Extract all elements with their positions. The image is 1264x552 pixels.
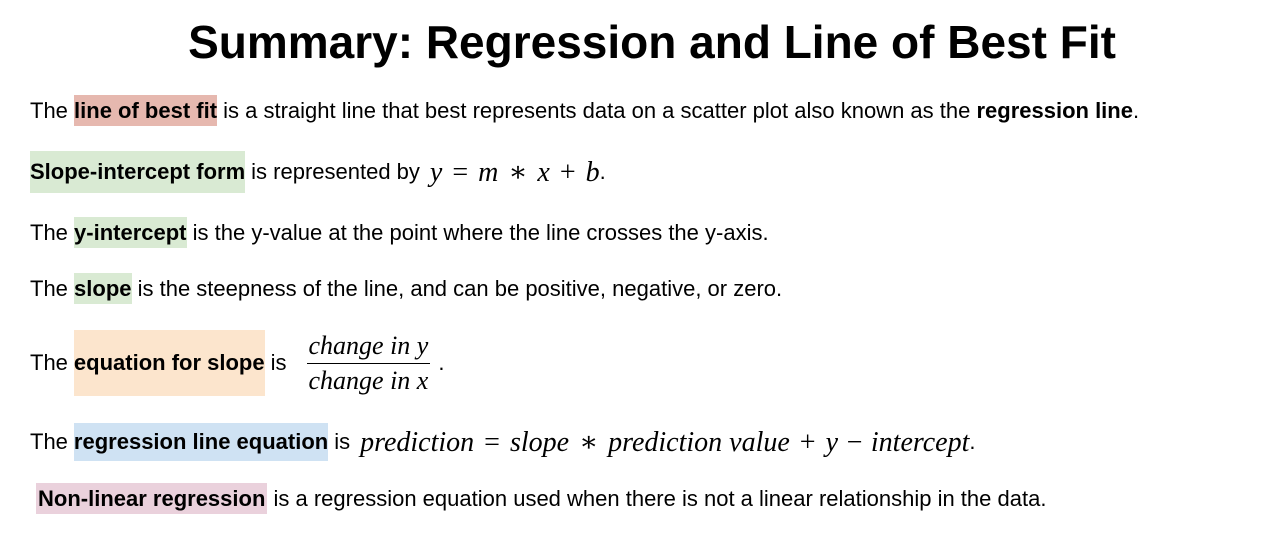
text: The [30,429,68,454]
fraction-denominator: change in x [308,365,429,395]
period: . [438,350,445,375]
y-intercept-definition [30,220,769,246]
non-linear-regression-definition [36,486,1046,512]
text: . [1132,98,1140,123]
highlight-line-of-best-fit: line of best fit [74,95,217,126]
eq-b: b [585,157,600,188]
eq-plus: + [799,427,816,458]
text: is the y-value at the point where the line crosses the y-axis. [186,220,769,245]
eq-multiply: ∗ [579,427,599,458]
text: The [30,98,75,123]
period: . [969,429,976,454]
eq-prediction: prediction [360,427,475,458]
text: is [270,350,287,375]
regression-equation-definition [30,422,976,462]
slope-fraction [307,331,431,396]
text: is a straight line that best represents data on a scatter plot also known as the [217,98,977,123]
highlight-equation-for-slope: equation for slope [74,330,265,396]
eq-m: m [478,157,499,188]
eq-y: y [429,157,443,188]
bold-regression-line: regression line [976,98,1133,123]
text: is represented by [251,159,420,184]
highlight-regression-line-equation: regression line equation [74,423,328,461]
eq-equals: = [452,157,469,188]
eq-slope: slope [509,427,570,458]
highlight-slope: slope [74,273,131,304]
line-of-best-fit-definition [30,98,1139,124]
period: . [599,159,606,184]
highlight-non-linear-regression: Non-linear regression [36,483,267,514]
text: is a regression equation used when there is not a linear relationship in the data. [267,486,1047,511]
eq-plus: + [559,157,576,188]
eq-x: x [537,157,550,188]
text: The [30,350,68,375]
highlight-slope-intercept-form: Slope-intercept form [30,151,245,193]
eq-multiply: ∗ [508,157,528,188]
regression-equation [360,425,969,459]
eq-y-intercept: y − intercept [825,427,970,458]
text: The [30,276,75,301]
page-title: Summary: Regression and Line of Best Fit [188,16,1116,68]
eq-prediction-value: prediction value [608,427,790,458]
highlight-y-intercept: y-intercept [74,217,186,248]
text: is the steepness of the line, and can be positive, negative, or zero. [131,276,783,301]
fraction-numerator: change in y [307,331,431,364]
text: is [334,429,351,454]
slope-definition [30,276,782,302]
slope-intercept-definition [30,152,606,192]
eq-equals: = [484,427,500,458]
text: The [30,220,75,245]
slope-intercept-equation [430,155,600,189]
slope-equation-definition [30,330,444,396]
